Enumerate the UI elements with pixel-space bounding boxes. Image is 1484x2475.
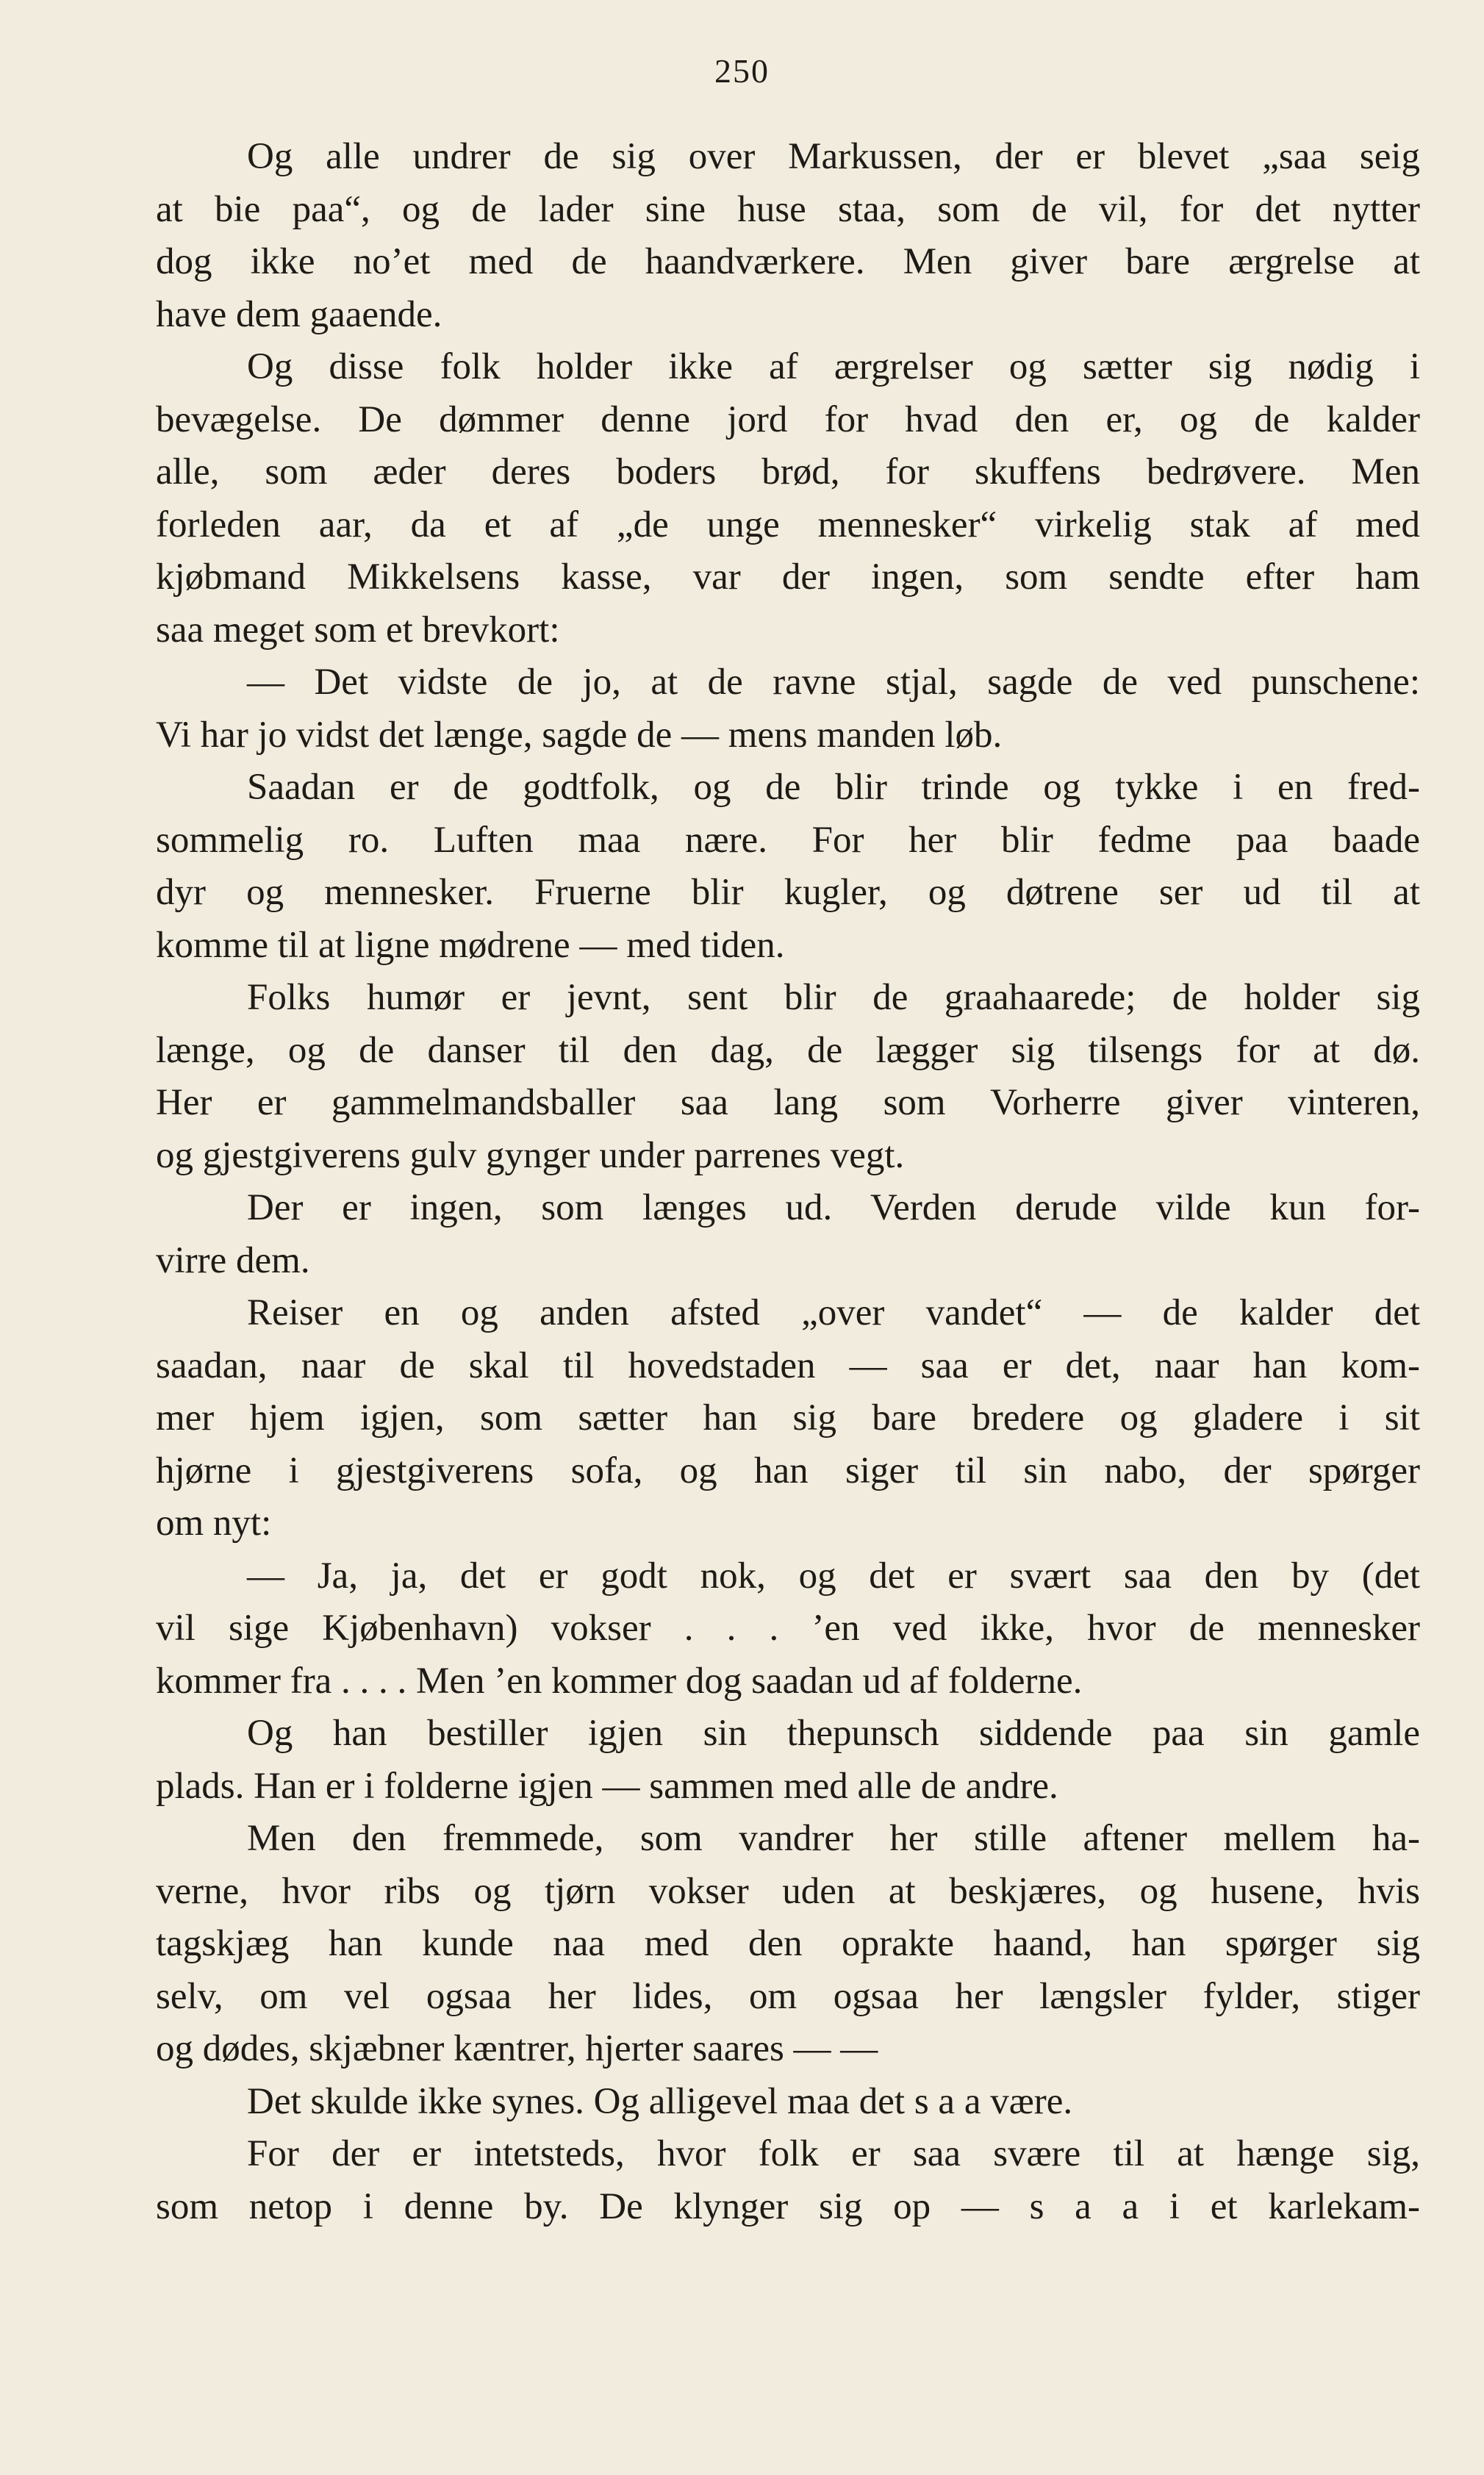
- text-line: Og alle undrer de sig over Markussen, der er blevet „saa seig: [247, 136, 1420, 177]
- text-line: Og han bestiller igjen sin thepunsch siddende paa sin gamle: [247, 1713, 1420, 1754]
- text-line: Men den fremmede, som vandrer her stille aftener mellem ha-: [247, 1818, 1420, 1859]
- text-line: sommelig ro. Luften maa nære. For her blir fedme paa baade: [156, 819, 1420, 861]
- text-line: vil sige Kjøbenhavn) vokser . . . ’en ved ikke, hvor de mennesker: [156, 1608, 1420, 1649]
- text-line: For der er intetsteds, hvor folk er saa svære til at hænge sig,: [247, 2133, 1420, 2174]
- text-line: Og disse folk holder ikke af ærgrelser og sætter sig nødig i: [247, 346, 1420, 387]
- text-line: og dødes, skjæbner kæntrer, hjerter saares — —: [156, 2028, 878, 2069]
- text-line: dyr og mennesker. Fruerne blir kugler, og døtrene ser ud til at: [156, 872, 1420, 913]
- text-line: om nyt:: [156, 1502, 272, 1544]
- text-line: verne, hvor ribs og tjørn vokser uden at beskjæres, og husene, hvis: [156, 1870, 1420, 1912]
- text-line: tagskjæg han kunde naa med den oprakte haand, han spørger sig: [156, 1923, 1420, 1964]
- text-line: længe, og de danser til den dag, de lægger sig tilsengs for at dø.: [156, 1029, 1420, 1071]
- body-text: [156, 131, 1420, 2233]
- text-line: Folks humør er jevnt, sent blir de graahaarede; de holder sig: [247, 977, 1420, 1018]
- text-line: og gjestgiverens gulv gynger under parrenes vegt.: [156, 1134, 905, 1176]
- text-line: Det skulde ikke synes. Og alligevel maa det s a a være.: [247, 2080, 1073, 2122]
- text-line: hjørne i gjestgiverens sofa, og han siger til sin nabo, der spørger: [156, 1450, 1420, 1491]
- text-line: alle, som æder deres boders brød, for skuffens bedrøvere. Men: [156, 451, 1420, 493]
- text-line: Her er gammelmandsballer saa lang som Vorherre giver vinteren,: [156, 1082, 1420, 1123]
- text-line: Der er ingen, som længes ud. Verden derude vilde kun for-: [247, 1187, 1420, 1228]
- text-line: dog ikke no’et med de haandværkere. Men giver bare ærgrelse at: [156, 241, 1420, 282]
- text-line: Vi har jo vidst det længe, sagde de — mens manden løb.: [156, 714, 1003, 756]
- text-line: kjøbmand Mikkelsens kasse, var der ingen, som sendte efter ham: [156, 556, 1420, 598]
- text-line: som netop i denne by. De klynger sig op — s a a i et karlekam-: [156, 2185, 1420, 2227]
- text-line: Saadan er de godtfolk, og de blir trinde og tykke i en fred-: [247, 767, 1420, 808]
- text-line: plads. Han er i folderne igjen — sammen med alle de andre.: [156, 1765, 1058, 1807]
- text-line: kommer fra . . . . Men ’en kommer dog saadan ud af folderne.: [156, 1660, 1083, 1702]
- text-line: mer hjem igjen, som sætter han sig bare bredere og gladere i sit: [156, 1397, 1420, 1439]
- text-line: forleden aar, da et af „de unge mennesker“ virkelig stak af med: [156, 504, 1420, 545]
- text-line: saa meget som et brevkort:: [156, 609, 560, 651]
- text-line: selv, om vel ogsaa her lides, om ogsaa her længsler fylder, stiger: [156, 1975, 1420, 2017]
- text-line: have dem gaaende.: [156, 293, 442, 335]
- text-line: virre dem.: [156, 1239, 310, 1281]
- text-line: bevægelse. De dømmer denne jord for hvad den er, og de kalder: [156, 398, 1420, 440]
- page-number: 250: [714, 52, 770, 90]
- text-line: — Ja, ja, det er godt nok, og det er svært saa den by (det: [247, 1555, 1420, 1597]
- text-line: — Det vidste de jo, at de ravne stjal, sagde de ved punschene:: [247, 662, 1420, 703]
- text-line: Reiser en og anden afsted „over vandet“ — de kalder det: [247, 1292, 1420, 1333]
- text-line: komme til at ligne mødrene — med tiden.: [156, 924, 785, 966]
- text-line: saadan, naar de skal til hovedstaden — saa er det, naar han kom-: [156, 1344, 1420, 1386]
- text-line: at bie paa“, og de lader sine huse staa, som de vil, for det nytter: [156, 188, 1420, 230]
